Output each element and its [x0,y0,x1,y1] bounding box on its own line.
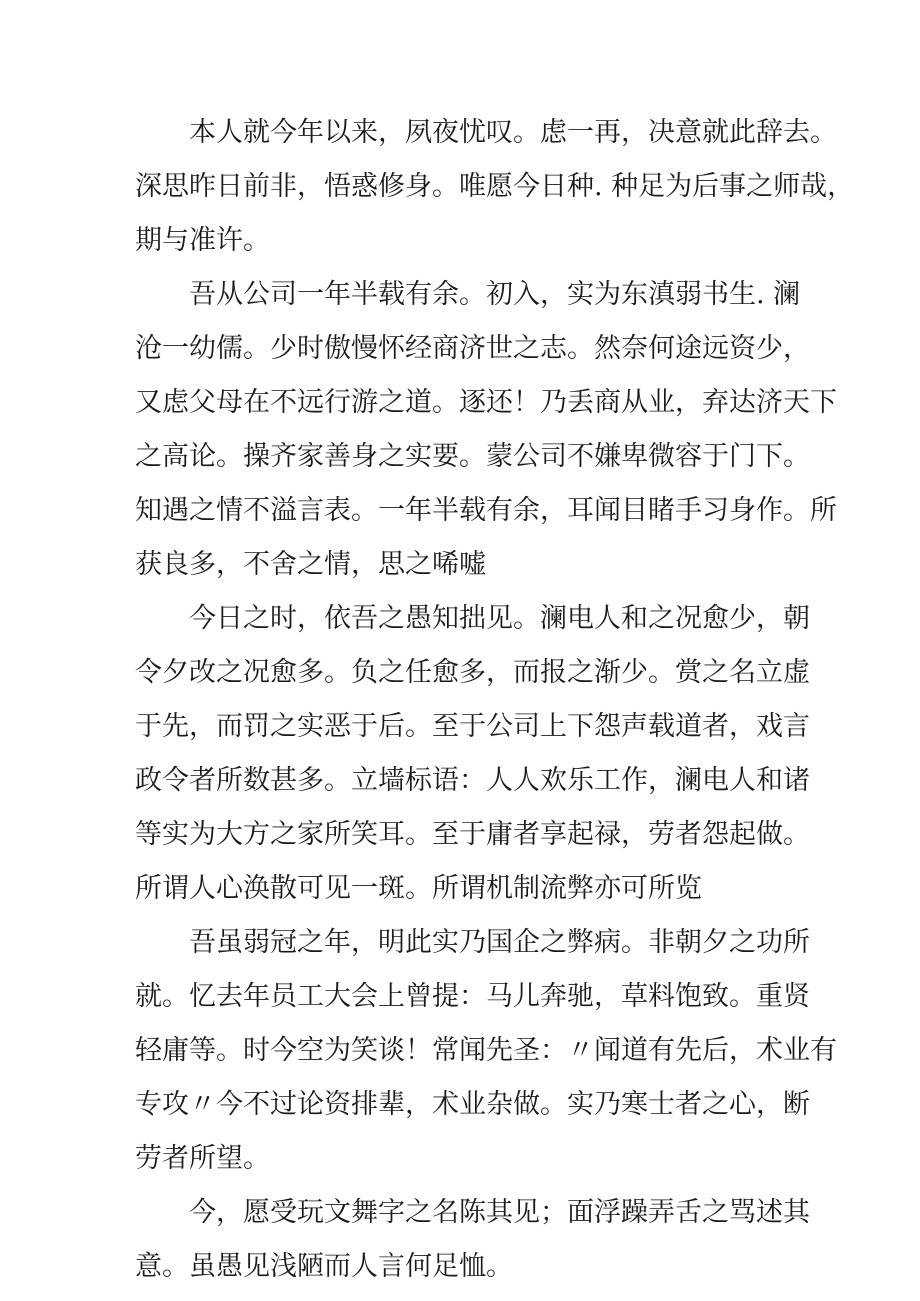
paragraph-line: 本人就今年以来，夙夜忧叹。虑一再，决意就此辞去。 [189,117,837,148]
paragraph-line: 又虑父母在不远行游之道。逐还！乃丢商从业，弃达济天下 [135,387,837,418]
paragraph-line: 就。忆去年员工大会上曾提：马儿奔驰，草料饱致。重贤 [135,981,810,1012]
paragraph-line: 劳者所望。 [135,1143,270,1174]
paragraph [135,1186,810,1294]
paragraph-line: 之高论。操齐家善身之实要。蒙公司不嫌卑微容于门下。 [135,441,810,472]
paragraph [135,268,837,592]
paragraph-line: 沧一幼儒。少时傲慢怀经商济世之志。然奈何途远资少， [135,333,810,364]
paragraph-line: 所谓人心涣散可见一斑。所谓机制流弊亦可所览 [135,873,702,904]
paragraph-line: 期与准许。 [135,225,270,256]
paragraph-line: 深思昨日前非，悟惑修身。唯愿今日种. 种足为后事之师哉， [135,171,855,202]
paragraph-line: 令夕改之况愈多。负之任愈多，而报之渐少。赏之名立虚 [135,657,810,688]
paragraph-line: 意。虽愚见浅陋而人言何足恤。 [135,1251,513,1282]
document-body [135,106,855,1294]
paragraph-line: 于先，而罚之实恶于后。至于公司上下怨声载道者，戏言 [135,711,810,742]
paragraph-line: 吾从公司一年半载有余。初入，实为东滇弱书生. 澜 [189,279,801,310]
paragraph [135,592,810,916]
paragraph-line: 今日之时，依吾之愚知拙见。澜电人和之况愈少，朝 [189,603,810,634]
paragraph-line: 今，愿受玩文舞字之名陈其见；面浮躁弄舌之骂述其 [189,1197,810,1228]
paragraph-line: 政令者所数甚多。立墙标语：人人欢乐工作，澜电人和诸 [135,765,810,796]
paragraph [135,916,837,1186]
paragraph-line: 专攻〃今不过论资排辈，术业杂做。实乃寒士者之心，断 [135,1089,810,1120]
paragraph [135,106,855,268]
paragraph-line: 获良多，不舍之情，思之唏嘘 [135,549,486,580]
paragraph-line: 等实为大方之家所笑耳。至于庸者享起禄，劳者怨起做。 [135,819,810,850]
paragraph-line: 轻庸等。时今空为笑谈！常闻先圣：〃闻道有先后，术业有 [135,1035,837,1066]
paragraph-line: 知遇之情不溢言表。一年半载有余，耳闻目睹手习身作。所 [135,495,837,526]
paragraph-line: 吾虽弱冠之年，明此实乃国企之弊病。非朝夕之功所 [189,927,810,958]
